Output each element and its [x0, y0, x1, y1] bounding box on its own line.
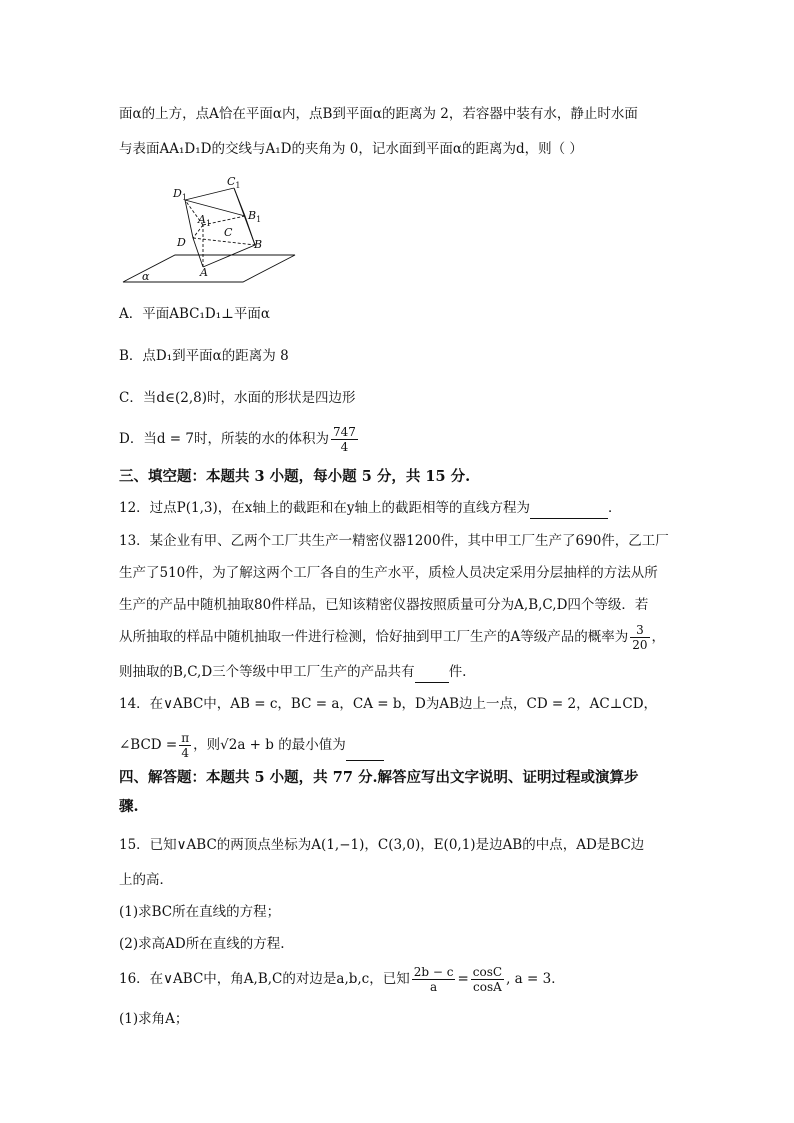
- q14-line-2-text: ，则√2a + b 的最小值为: [193, 737, 346, 753]
- q15-part-1: (1)求BC所在直线的方程；: [119, 904, 281, 920]
- q13-line-3: 生产的产品中随机抽取80件样品，已知该精密仪器按照质量可分为A,B,C,D四个等级．若: [119, 597, 649, 613]
- q11-option-d-denominator: 4: [340, 440, 349, 454]
- q13-line-5: [119, 662, 689, 683]
- q16-fraction-2-denominator: cosA: [473, 980, 502, 994]
- q16-line-1-end: , a = 3．: [506, 971, 565, 987]
- q14-angle-fraction: [179, 731, 191, 760]
- q16-fraction-2: [471, 965, 504, 994]
- q13-line-4-end: ，: [651, 629, 666, 645]
- q14-line-1: 14．在∨ABC中，AB = c，BC = a，CA = b，D为AB边上一点，CD = 2，AC⊥CD，: [119, 696, 658, 712]
- svg-text:α: α: [142, 270, 150, 283]
- q15-line-1: 15．已知∨ABC的两顶点坐标为A(1,−1)，C(3,0)，E(0,1)是边AB的中点，AD是BC边: [119, 837, 645, 853]
- q15-line-2: 上的高．: [119, 872, 173, 888]
- svg-text:D1: $D_1$: [173, 187, 187, 202]
- q13-line-4: [119, 622, 689, 652]
- prism-figure: [115, 170, 305, 290]
- q16-fraction-1-denominator: a: [430, 980, 438, 994]
- q12-end: ．: [608, 500, 622, 516]
- q14-angle-label: ∠BCD =: [119, 737, 178, 753]
- section-4-heading-line-2: 骤.: [119, 798, 139, 815]
- q11-option-d: [119, 424, 689, 454]
- q16-line-1-text: 16．在∨ABC中，角A,B,C的对边是a,b,c，已知: [119, 971, 410, 987]
- q13-line-2: 生产了510件，为了解这两个工厂各自的生产水平，质检人员决定采用分层抽样的方法从所: [119, 565, 658, 581]
- q14-angle-denominator: 4: [181, 746, 190, 760]
- q11-option-d-numerator: 747: [332, 425, 356, 439]
- q13-line-1: 13．某企业有甲、乙两个工厂共生产一精密仪器1200件，其中甲工厂生产了690件，乙工厂: [119, 533, 669, 549]
- q13-blank: [415, 662, 449, 683]
- q12-blank: [530, 498, 608, 519]
- section-3-heading: 三、填空题：本题共 3 小题，每小题 5 分，共 15 分.: [119, 468, 471, 485]
- q16-fraction-1: [412, 965, 456, 994]
- q14-blank: [346, 730, 384, 761]
- q14-line-2: [119, 730, 689, 761]
- svg-text:A1: $A_1$: [198, 213, 212, 228]
- svg-text:B: B: [254, 238, 263, 251]
- q16-equals: =: [457, 971, 469, 987]
- q12-text: 12．过点P(1,3)，在x轴上的截距和在y轴上的截距相等的直线方程为: [119, 500, 531, 516]
- q12: [119, 498, 689, 519]
- q11-line-2: 与表面AA₁D₁D的交线与A₁D的夹角为 0，记水面到平面α的距离为d，则（ ）: [119, 141, 583, 157]
- q13-line-5-text: 则抽取的B,C,D三个等级中甲工厂生产的产品共有: [119, 664, 415, 680]
- q16-part-1: (1)求角A；: [119, 1011, 189, 1027]
- q13-line-4-text: 从所抽取的样品中随机抽取一件进行检测，恰好抽到甲工厂生产的A等级产品的概率为: [119, 629, 629, 645]
- q11-option-b: B．点D₁到平面α的距离为 8: [119, 348, 289, 364]
- section-4-heading-line-1: 四、解答题：本题共 5 小题，共 77 分.解答应写出文字说明、证明过程或演算步: [119, 769, 639, 786]
- q16-fraction-2-numerator: cosC: [472, 965, 503, 979]
- svg-text:B1: $B_1$: [248, 209, 262, 224]
- q13-probability-fraction: [630, 623, 649, 652]
- q13-line-5-end: 件.: [448, 664, 467, 680]
- q11-option-c: C．当d∈(2,8)时，水面的形状是四边形: [119, 390, 356, 406]
- q16-fraction-1-numerator: 2b − c: [413, 965, 454, 979]
- q16-line-1: [119, 962, 689, 996]
- q13-probability-denominator: 20: [632, 638, 648, 652]
- q11-option-a: A．平面ABC₁D₁⊥平面α: [119, 306, 270, 322]
- q15-part-2: (2)求高AD所在直线的方程.: [119, 936, 285, 952]
- q11-line-1: 面α的上方，点A恰在平面α内，点B到平面α的距离为 2，若容器中装有水，静止时水面: [119, 106, 638, 122]
- svg-text:C: C: [224, 226, 233, 239]
- svg-text:D: D: [177, 236, 186, 249]
- q11-option-d-fraction: [331, 425, 358, 454]
- q13-probability-numerator: 3: [630, 623, 649, 638]
- svg-text:C1: $C_1$: [227, 175, 241, 190]
- q11-option-d-text: D．当d = 7时，所装的水的体积为: [119, 431, 329, 447]
- svg-text:A: A: [200, 266, 208, 279]
- q14-angle-numerator: π: [181, 731, 190, 745]
